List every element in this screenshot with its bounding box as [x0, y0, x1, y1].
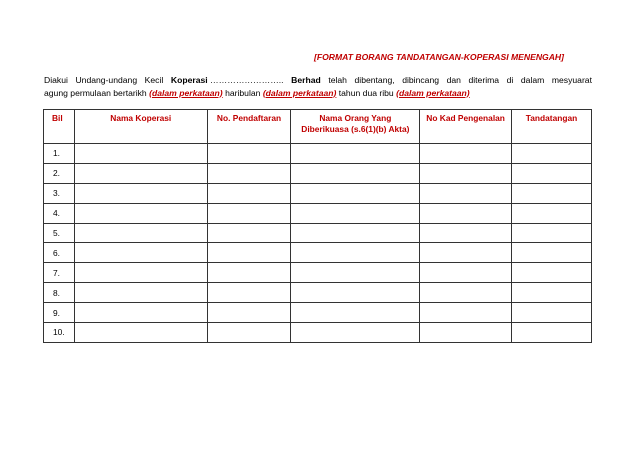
nama-orang-cell[interactable]: [291, 303, 420, 323]
row-number: 4.: [44, 203, 75, 223]
form-title: [FORMAT BORANG TANDATANGAN-KOPERASI MENENGAH]: [314, 52, 564, 62]
koperasi-label: Koperasi: [170, 75, 208, 85]
no-kad-cell[interactable]: [420, 223, 512, 243]
no-kad-cell[interactable]: [420, 283, 512, 303]
no-pendaftaran-cell[interactable]: [207, 144, 291, 164]
tandatangan-cell[interactable]: [512, 263, 592, 283]
table-row: [44, 144, 592, 164]
no-pendaftaran-cell[interactable]: [207, 223, 291, 243]
nama-koperasi-cell[interactable]: [74, 283, 207, 303]
intro-text: haribulan: [225, 87, 261, 98]
date-year-placeholder: (dalam perkataan): [396, 87, 470, 98]
no-pendaftaran-cell[interactable]: [207, 183, 291, 203]
nama-koperasi-cell[interactable]: [74, 163, 207, 183]
no-kad-cell[interactable]: [420, 263, 512, 283]
intro-word: Undang-undang: [75, 75, 138, 85]
column-header-bil: Bil: [44, 110, 75, 144]
nama-orang-cell[interactable]: [291, 223, 420, 243]
intro-word: telah: [328, 75, 347, 85]
tandatangan-cell[interactable]: [512, 203, 592, 223]
nama-koperasi-cell[interactable]: [74, 183, 207, 203]
no-kad-cell[interactable]: [420, 243, 512, 263]
nama-koperasi-cell[interactable]: [74, 223, 207, 243]
column-header-tandatangan: Tandatangan: [512, 110, 592, 144]
nama-koperasi-cell[interactable]: [74, 144, 207, 164]
column-header-nama-koperasi: Nama Koperasi: [74, 110, 207, 144]
intro-word: dibincang: [402, 75, 440, 85]
tandatangan-cell[interactable]: [512, 144, 592, 164]
row-number: 2.: [44, 163, 75, 183]
tandatangan-cell[interactable]: [512, 183, 592, 203]
signature-table: [43, 109, 592, 343]
table-row: [44, 163, 592, 183]
nama-orang-cell[interactable]: [291, 183, 420, 203]
table-row: [44, 223, 592, 243]
table-row: [44, 243, 592, 263]
nama-orang-cell[interactable]: [291, 323, 420, 343]
no-kad-cell[interactable]: [420, 183, 512, 203]
no-kad-cell[interactable]: [420, 203, 512, 223]
no-kad-cell[interactable]: [420, 144, 512, 164]
nama-koperasi-cell[interactable]: [74, 243, 207, 263]
nama-orang-cell[interactable]: [291, 283, 420, 303]
intro-word: dalam: [520, 75, 545, 85]
intro-word: di: [506, 75, 514, 85]
dotted-blank: ……………………..: [210, 75, 284, 85]
intro-line-1: [44, 74, 592, 87]
table-row: [44, 283, 592, 303]
table-row: [44, 183, 592, 203]
nama-orang-cell[interactable]: [291, 163, 420, 183]
nama-koperasi-cell[interactable]: [74, 323, 207, 343]
column-header-no-kad: No Kad Pengenalan: [420, 110, 512, 144]
table-header-row: [44, 110, 592, 144]
berhad-label: Berhad: [291, 75, 321, 85]
nama-orang-cell[interactable]: [291, 243, 420, 263]
header-line: Diberikuasa (s.6(1)(b) Akta): [301, 124, 410, 134]
intro-word: mesyuarat: [551, 75, 592, 85]
no-pendaftaran-cell[interactable]: [207, 323, 291, 343]
row-number: 9.: [44, 303, 75, 323]
tandatangan-cell[interactable]: [512, 323, 592, 343]
tandatangan-cell[interactable]: [512, 163, 592, 183]
column-header-no-pendaftaran: No. Pendaftaran: [207, 110, 291, 144]
koperasi-name-blank: [171, 74, 284, 87]
nama-koperasi-cell[interactable]: [74, 303, 207, 323]
no-kad-cell[interactable]: [420, 323, 512, 343]
intro-word: Diakui: [44, 75, 68, 85]
intro-text: agung permulaan bertarikh: [44, 87, 147, 98]
row-number: 10.: [44, 323, 75, 343]
intro-text: tahun dua ribu: [338, 87, 394, 98]
intro-line-2: [44, 87, 592, 100]
tandatangan-cell[interactable]: [512, 303, 592, 323]
date-day-placeholder: (dalam perkataan): [149, 87, 223, 98]
nama-orang-cell[interactable]: [291, 263, 420, 283]
no-pendaftaran-cell[interactable]: [207, 303, 291, 323]
no-pendaftaran-cell[interactable]: [207, 203, 291, 223]
intro-word: dibentang,: [354, 75, 395, 85]
column-header-nama-orang: [291, 110, 420, 144]
row-number: 6.: [44, 243, 75, 263]
intro-word: Kecil: [144, 75, 164, 85]
no-pendaftaran-cell[interactable]: [207, 163, 291, 183]
table-row: [44, 203, 592, 223]
date-month-placeholder: (dalam perkataan): [262, 87, 337, 98]
row-number: 3.: [44, 183, 75, 203]
tandatangan-cell[interactable]: [512, 223, 592, 243]
nama-koperasi-cell[interactable]: [74, 263, 207, 283]
no-kad-cell[interactable]: [420, 303, 512, 323]
table-row: [44, 303, 592, 323]
row-number: 7.: [44, 263, 75, 283]
table-row: [44, 323, 592, 343]
no-pendaftaran-cell[interactable]: [207, 243, 291, 263]
tandatangan-cell[interactable]: [512, 283, 592, 303]
table-row: [44, 263, 592, 283]
nama-orang-cell[interactable]: [291, 144, 420, 164]
header-line: Nama Orang Yang: [319, 113, 392, 123]
intro-word: dan: [446, 75, 461, 85]
row-number: 1.: [44, 144, 75, 164]
nama-orang-cell[interactable]: [291, 203, 420, 223]
no-pendaftaran-cell[interactable]: [207, 283, 291, 303]
tandatangan-cell[interactable]: [512, 243, 592, 263]
intro-word: diterima: [468, 75, 500, 85]
intro-paragraph: [44, 74, 592, 99]
row-number: 8.: [44, 283, 75, 303]
row-number: 5.: [44, 223, 75, 243]
no-pendaftaran-cell[interactable]: [207, 263, 291, 283]
nama-koperasi-cell[interactable]: [74, 203, 207, 223]
no-kad-cell[interactable]: [420, 163, 512, 183]
